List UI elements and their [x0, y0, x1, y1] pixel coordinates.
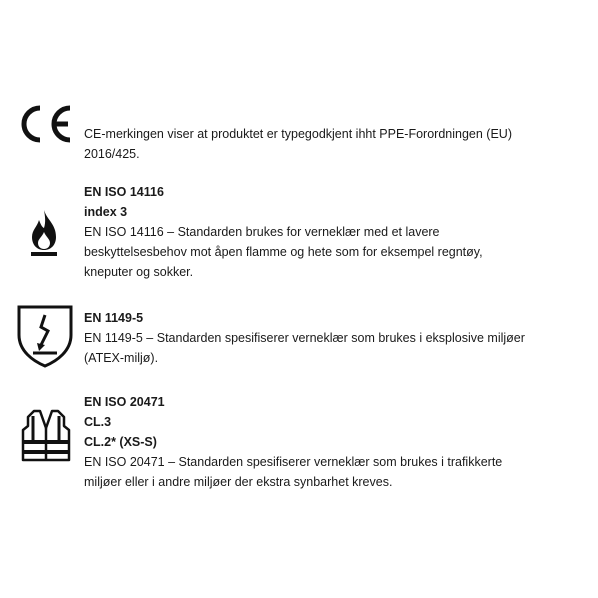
- antistatic-text: [84, 308, 554, 368]
- section-body: EN ISO 20471 – Standarden spesifiserer verneklær som brukes i trafikkerte miljøer eller i andre miljøer der ekstra synbarhet kreves.: [84, 455, 503, 489]
- section-title: CL.3: [84, 415, 112, 429]
- section-title: CL.2* (XS-S): [84, 435, 157, 449]
- section-body: EN 1149-5 – Standarden spesifiserer verneklær som brukes i eksplosive miljøer (ATEX-miljø).: [84, 331, 525, 365]
- section-title: EN 1149-5: [84, 311, 144, 325]
- section-title: EN ISO 14116: [84, 185, 164, 199]
- section-body: EN ISO 14116 – Standarden brukes for verneklær med et lavere beskyttelsesbehov mot åpen flamme og hete som for eksempel regntøy, kneputer og sokker.: [84, 225, 483, 279]
- flame-text: [84, 182, 564, 282]
- section-title: EN ISO 20471: [84, 395, 165, 409]
- section-title: index 3: [84, 205, 128, 219]
- flame-icon: [27, 208, 61, 263]
- hi-vis-text: [84, 392, 524, 492]
- antistatic-shield-icon: [15, 303, 75, 374]
- hi-vis-vest-icon: [20, 408, 72, 469]
- ce-description: [84, 124, 554, 164]
- ce-mark-icon: [14, 104, 76, 149]
- section-body: CE-merkingen viser at produktet er typegodkjent ihht PPE-Forordningen (EU) 2016/425.: [84, 127, 512, 161]
